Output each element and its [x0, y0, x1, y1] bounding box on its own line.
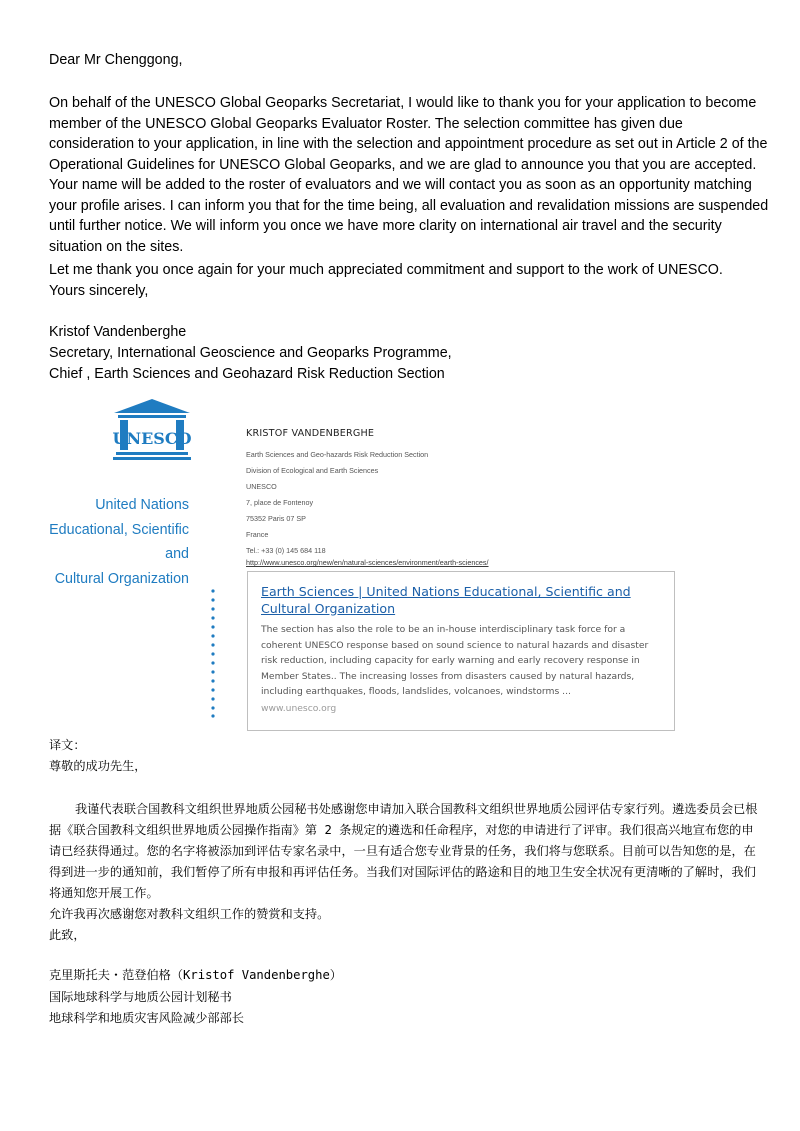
- card-website-link[interactable]: http://www.unesco.org/new/en/natural-sciences/environment/earth-sciences/: [246, 558, 489, 567]
- org-line-3: and: [165, 546, 189, 562]
- link-preview-card[interactable]: [247, 571, 675, 731]
- dotted-divider: [210, 588, 216, 718]
- translation-title-line-2: 地球科学和地质灾害风险减少部部长: [49, 1011, 244, 1025]
- link-preview-title[interactable]: Earth Sciences | United Nations Educational, Scientific and Cultural Organization: [261, 584, 631, 616]
- card-line-country: France: [246, 530, 269, 539]
- translation-label: 译文：: [49, 738, 86, 752]
- card-line-org: UNESCO: [246, 482, 277, 491]
- card-name: KRISTOF VANDENBERGHE: [246, 428, 375, 439]
- translation-closing: 此致，: [49, 928, 86, 942]
- translation-body: 我谨代表联合国教科文组织世界地质公园秘书处感谢您申请加入联合国教科文组织世界地质公园评估专家行列。遴选委员会已根据《联合国教科文组织世界地质公园操作指南》第 2 条规定的遴选和任命程序，对您的申请进行了评审。我们很高兴地宣布您的申请已经获得通过。您的名字将被添加到评估专家名录中，一旦有适合您专业背景的任务，我们将与您联系。目前可以告知您的是，在得到进一步的通知前，我们暂停了所有申报和再评估任务。当我们对国际评估的路途和目的地卫生安全状况有更清晰的了解时，我们将通知您开展工作。: [49, 802, 758, 900]
- unesco-temple-logo-icon: [112, 397, 192, 461]
- translation-signer: 克里斯托夫・范登伯格（Kristof Vandenberghe）: [49, 968, 342, 982]
- signer-name: Kristof Vandenberghe: [49, 324, 187, 340]
- closing-line: Yours sincerely,: [49, 283, 149, 299]
- signer-title-line-1: Secretary, International Geoscience and Geoparks Programme,: [49, 345, 452, 361]
- org-line-1: United Nations: [95, 497, 189, 513]
- card-line-street: 7, place de Fontenoy: [246, 498, 314, 507]
- card-details: [246, 447, 428, 559]
- org-line-4: Cultural Organization: [54, 570, 189, 587]
- translation-title-line-1: 国际地球科学与地质公园计划秘书: [49, 990, 232, 1004]
- translation-salutation: 尊敬的成功先生，: [49, 759, 147, 773]
- salutation: Dear Mr Chenggong,: [49, 52, 183, 68]
- signer-title-line-2: Chief , Earth Sciences and Geohazard Risk Reduction Section: [49, 366, 445, 382]
- translation-thanks: 允许我再次感谢您对教科文组织工作的赞赏和支持。: [49, 907, 330, 921]
- card-line-phone: Tel.: +33 (0) 145 684 118: [246, 546, 326, 555]
- organization-name: [49, 493, 189, 591]
- letter-body: On behalf of the UNESCO Global Geoparks Secretariat, I would like to thank you for your application to become member of the UNESCO Global Geoparks Evaluator Roster. The selection committee has given due consideration to your application, in line with the selection and appointment procedure as set out in Article 2 of the Operational Guidelines for UNESCO Global Geoparks, and we are glad to announce you that you are accepted. Your name will be added to the roster of evaluators and we will contact you as soon as an opportunity matching your profile arises. I can inform you that for the time being, all evaluation and revalidation missions are suspended until further notice. We will inform you once we have more clarity on international air travel and the security situation on the sites.: [49, 95, 769, 255]
- card-line-city: 75352 Paris 07 SP: [246, 514, 306, 523]
- card-line-division: Division of Ecological and Earth Sciences: [246, 466, 379, 475]
- unesco-wordmark: UNESCO: [112, 429, 192, 448]
- org-line-2: Educational, Scientific: [49, 521, 189, 538]
- card-line-section: Earth Sciences and Geo-hazards Risk Reduction Section: [246, 450, 429, 459]
- link-preview-url: www.unesco.org: [261, 703, 337, 714]
- link-preview-description: The section has also the role to be an in-house interdisciplinary task force for a coherent UNESCO response based on sound science to natural hazards and disaster risk reduction, including capacity for early warning and early recovery response in Member States.. The increasing losses from disasters caused by natural hazards, including earthquakes, floods, landslides, volcanoes, windstorms ...: [261, 624, 649, 697]
- thanks-line: Let me thank you once again for your much appreciated commitment and support to the work of UNESCO.: [49, 262, 723, 278]
